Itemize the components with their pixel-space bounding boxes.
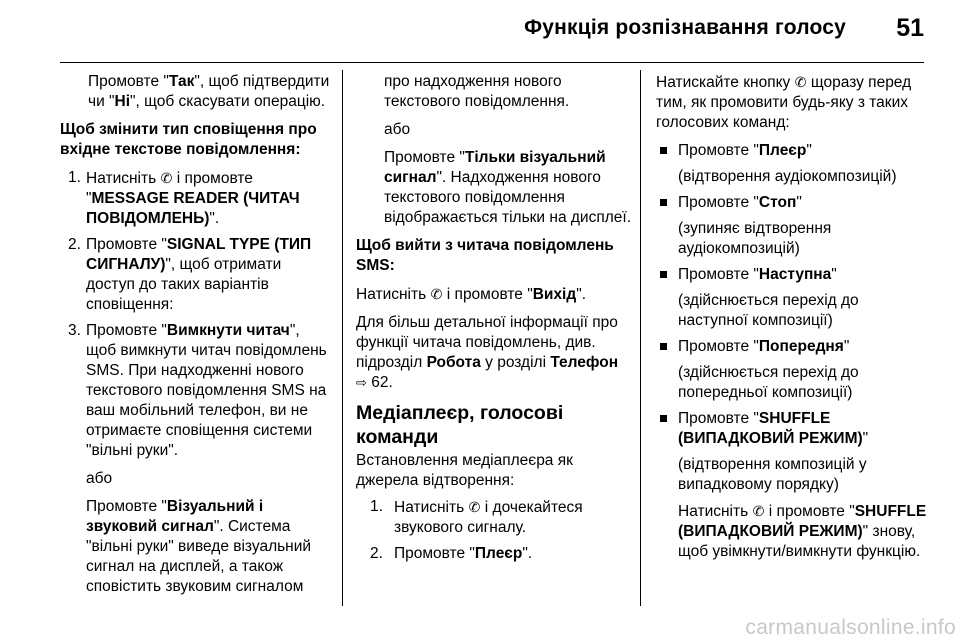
section-heading-sms-type: Щоб змінити тип сповіщення про вхідне текстове повідомлення: xyxy=(60,121,317,158)
step-item: 1. Натисніть ✆ і промовте "MESSAGE READER (ЧИТАЧ ПОВІДОМЛЕНЬ)". xyxy=(68,169,300,227)
media-steps-list xyxy=(356,497,632,564)
confirm-paragraph: Промовте "Так", щоб підтвердити чи "Ні", щоб скасувати операцію. xyxy=(88,73,330,110)
column-1 xyxy=(60,72,332,597)
voice-button-icon: ✆ xyxy=(794,74,807,90)
commands-intro: Натискайте кнопку ✆ щоразу перед тим, як промовити будь-яку з таких голосових команд: xyxy=(656,74,912,131)
bullet-square-icon xyxy=(660,415,667,422)
voice-button-icon: ✆ xyxy=(468,499,481,515)
voice-button-icon: ✆ xyxy=(752,503,765,519)
section-heading-exit: Щоб вийти з читача повідомлень SMS: xyxy=(356,237,614,274)
page-title: Функція розпізнавання голосу xyxy=(524,16,846,39)
column-2 xyxy=(356,72,632,564)
command-item: Промовте "Попередня" (здійснюється перехід до попередньої композиції) xyxy=(656,337,928,403)
step-item: 2. Промовте "Плеєр". xyxy=(370,545,533,562)
page-reference-arrow-icon: ⇨ xyxy=(356,375,367,390)
column-3 xyxy=(656,72,928,568)
bullet-square-icon xyxy=(660,343,667,350)
column-divider-left xyxy=(342,70,343,606)
header-divider xyxy=(60,62,924,63)
section-title-media-player: Медіаплеєр, голосові команди xyxy=(356,402,564,448)
or-text: або xyxy=(384,121,411,138)
activation-text: Встановлення медіаплеєра як джерела відтворення: xyxy=(356,452,573,489)
voice-button-icon: ✆ xyxy=(430,286,443,302)
bullet-square-icon xyxy=(660,147,667,154)
command-item: Промовте "SHUFFLE (ВИПАДКОВИЙ РЕЖИМ)" (відтворення композицій у випадковому порядку) Натисніть ✆ і промовте "SHUFFLE (ВИПАДКОВИЙ РЕЖИМ)" знову, щоб увімкнути/вимкнути функцію. xyxy=(656,409,928,562)
visual-only-option: Промовте "Тільки візуальний сигнал". Надходження нового текстового повідомлення відображається тільки на дисплеї. xyxy=(384,149,632,226)
command-item: Промовте "Плеєр" (відтворення аудіокомпозицій) xyxy=(656,141,928,187)
column-divider-right xyxy=(640,70,641,606)
or-text: або xyxy=(86,470,113,487)
more-info-paragraph: Для більш детальної інформації про функції читача повідомлень, див. підрозділ Робота у розділі Телефон ⇨ 62. xyxy=(356,314,619,391)
command-item: Промовте "Стоп" (зупиняє відтворення аудіокомпозицій) xyxy=(656,193,928,259)
bullet-square-icon xyxy=(660,271,667,278)
watermark: carmanualsonline.info xyxy=(745,616,956,639)
step-item: 3. Промовте "Вимкнути читач", щоб вимкнути читач повідомлень SMS. При надходженні нового текстового повідомлення SMS на ваш мобільний телефон, ви не отримаєте сповіщення системи "вільні руки". або Промовте "Візуальний і звуковий сигнал". Система "вільні руки" виведе візуальний сигнал на дисплей, а також сповістить звуковим сигналом xyxy=(60,321,332,597)
page-number: 51 xyxy=(896,14,924,42)
continued-text: про надходження нового текстового повідомлення. xyxy=(384,73,570,110)
command-item: Промовте "Наступна" (здійснюється перехід до наступної композиції) xyxy=(656,265,928,331)
step-item: 2. Промовте "SIGNAL TYPE (ТИП СИГНАЛУ)", щоб отримати доступ до таких варіантів сповіщення: xyxy=(68,236,312,313)
steps-list xyxy=(60,168,332,597)
exit-instruction: Натисніть ✆ і промовте "Вихід". xyxy=(356,286,587,303)
voice-button-icon: ✆ xyxy=(160,170,173,186)
step-item: 1. Натисніть ✆ і дочекайтеся звукового сигналу. xyxy=(370,498,583,536)
voice-commands-list xyxy=(656,141,928,562)
bullet-square-icon xyxy=(660,199,667,206)
